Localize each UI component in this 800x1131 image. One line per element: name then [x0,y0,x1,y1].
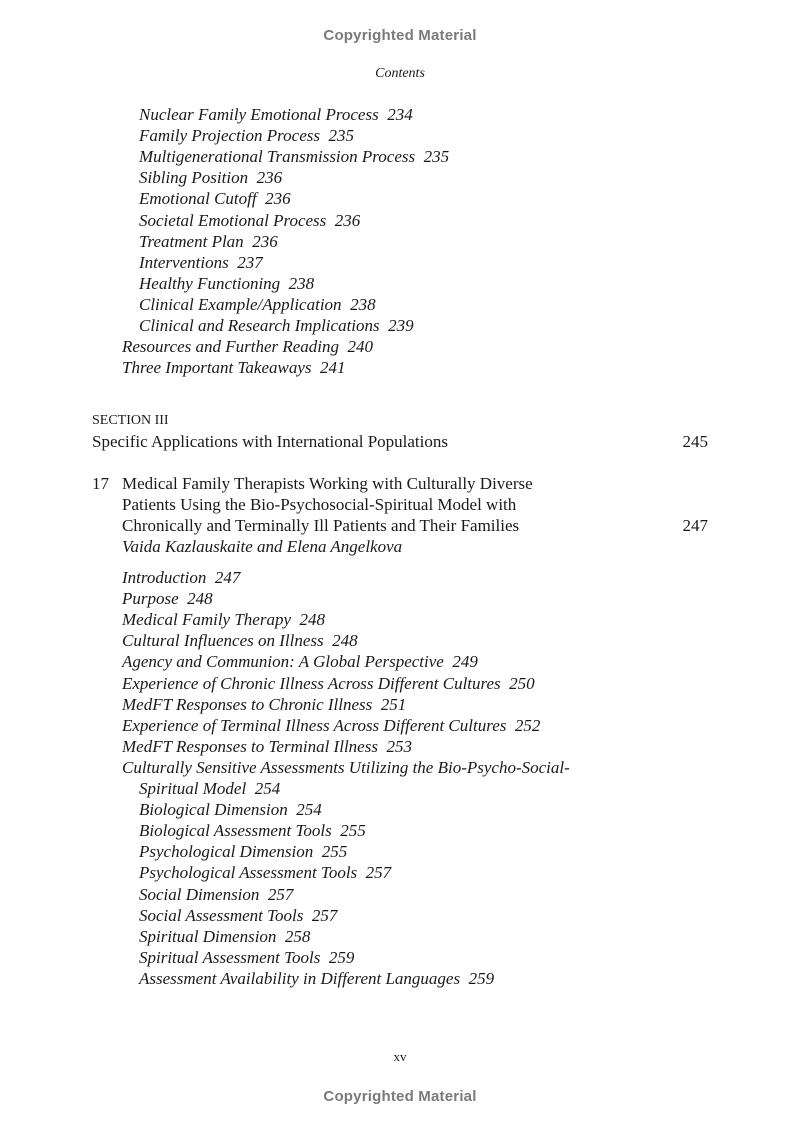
toc-entry-page: 252 [514,715,541,735]
toc-entry-title: Assessment Availability in Different Languages [139,968,461,988]
toc-entry [139,273,314,294]
toc-entry [139,146,449,167]
toc-entry-title: Spiritual Assessment Tools [139,947,321,967]
toc-entry [139,947,354,968]
toc-entry-title: Experience of Terminal Illness Across Different Cultures [122,715,507,735]
toc-entry-title: MedFT Responses to Terminal Illness [122,736,378,756]
toc-entry [139,294,376,315]
chapter-authors: Vaida Kazlauskaite and Elena Angelkova [122,537,403,556]
toc-entry-title: Treatment Plan [139,231,244,251]
toc-entry [139,315,414,336]
toc-entry [122,694,406,715]
toc-entry-title: Emotional Cutoff [139,189,257,209]
toc-entry [122,673,535,694]
toc-entry-page: 236 [252,231,278,251]
chapter-title-line: Patients Using the Bio-Psychosocial-Spiritual Model with [122,495,517,514]
toc-entry-title: Spiritual Model [139,779,247,798]
toc-entry [122,336,373,357]
toc-entry [139,167,282,188]
toc-entry-title: Biological Dimension [139,800,288,820]
toc-entry-page: 236 [334,210,361,230]
toc-entry-title: Social Assessment Tools [139,905,304,925]
toc-entry [139,210,360,231]
toc-entry-page: 254 [296,800,322,820]
toc-entry-title: Introduction [122,568,207,587]
toc-entry-title: Clinical and Research Implications [139,316,380,335]
toc-entry-page: 258 [284,926,311,946]
toc-entry [122,609,325,630]
toc-entry-page: 240 [347,337,374,357]
running-head: Contents [375,66,425,81]
toc-entry [122,757,570,778]
toc-entry-title: Experience of Chronic Illness Across Different Cultures [122,673,501,693]
toc-entry [139,231,278,252]
toc-entry-page: 257 [267,884,294,904]
toc-entry [139,188,291,209]
section-page-number: 245 [682,432,708,451]
toc-entry-title: Agency and Communion: A Global Perspective [122,652,444,672]
toc-entry-page: 253 [386,736,412,756]
toc-entry [139,104,413,125]
toc-entry-title: MedFT Responses to Chronic Illness [122,694,373,714]
chapter-title-line: Chronically and Terminally Ill Patients and Their Families [122,516,520,535]
toc-entry-title: Psychological Assessment Tools [139,863,358,883]
toc-entry-title: Culturally Sensitive Assessments Utilizing the Bio-Psycho-Social- [122,757,570,777]
toc-entry-title: Societal Emotional Process [139,210,327,230]
toc-entry-page: 249 [452,652,478,672]
copyright-watermark-top: Copyrighted Material [323,27,477,44]
toc-entry-page: 241 [320,358,346,378]
toc-entry-title: Psychological Dimension [139,842,314,862]
toc-entry [122,567,240,588]
toc-entry-page: 257 [365,863,392,883]
toc-entry-page: 259 [468,968,495,988]
toc-entry-title: Purpose [122,589,179,609]
toc-entry-title: Spiritual Dimension [139,926,277,946]
toc-entry-title: Family Projection Process [139,126,320,146]
toc-entry-title: Three Important Takeaways [122,358,312,378]
toc-entry-page: 235 [423,147,450,167]
toc-entry-page: 250 [509,673,535,693]
toc-entry-title: Resources and Further Reading [122,337,340,357]
toc-entry [139,778,280,799]
toc-entry [139,841,347,862]
toc-entry-page: 235 [328,126,354,146]
toc-entry-title: Interventions [139,252,229,272]
page-folio: xv [393,1049,407,1064]
toc-entry [139,820,366,841]
section-title: Specific Applications with International Populations [92,432,448,451]
toc-entry-page: 255 [340,821,366,841]
toc-entry [122,736,412,757]
toc-entry [122,588,213,609]
toc-entry [122,651,478,672]
toc-entry-title: Nuclear Family Emotional Process [139,105,379,124]
toc-entry-page: 234 [387,105,413,124]
toc-entry-page: 251 [380,694,407,714]
section-label: SECTION III [92,413,169,428]
toc-entry-title: Social Dimension [139,884,260,904]
toc-entry-page: 247 [214,568,241,587]
toc-entry [139,862,391,883]
chapter-page-number: 247 [682,516,708,535]
toc-entry [139,968,494,989]
toc-entry [139,926,310,947]
toc-entry-page: 237 [237,252,263,272]
toc-entry-page: 236 [256,168,283,188]
toc-entry-title: Clinical Example/Application [139,294,342,314]
toc-entry [139,252,263,273]
chapter-number: 17 [92,474,109,493]
toc-entry [139,905,337,926]
toc-entry-page: 239 [388,316,414,335]
toc-entry-page: 248 [187,589,213,609]
toc-entry [122,715,540,736]
toc-entry-title: Sibling Position [139,168,249,188]
toc-entry-page: 238 [350,294,376,314]
toc-entry-title: Healthy Functioning [139,273,281,293]
toc-entry-page: 254 [254,779,281,798]
toc-entry-page: 236 [265,189,291,209]
toc-entry-page: 248 [299,610,326,630]
toc-entry-page: 259 [328,947,355,967]
toc-entry-title: Cultural Influences on Illness [122,631,324,651]
toc-entry-page: 248 [332,631,358,651]
toc-entry [139,799,322,820]
toc-entry [122,630,358,651]
chapter-title-line: Medical Family Therapists Working with Culturally Diverse [122,474,533,493]
toc-entry-page: 238 [288,273,315,293]
toc-entry [139,125,354,146]
toc-entry-page: 257 [311,905,338,925]
toc-entry-title: Biological Assessment Tools [139,821,332,841]
toc-entry [139,884,293,905]
toc-entry-title: Medical Family Therapy [122,610,292,630]
copyright-watermark-bottom: Copyrighted Material [323,1088,477,1105]
toc-entry-title: Multigenerational Transmission Process [139,147,416,167]
toc-entry [122,357,346,378]
toc-entry-page: 255 [321,842,348,862]
